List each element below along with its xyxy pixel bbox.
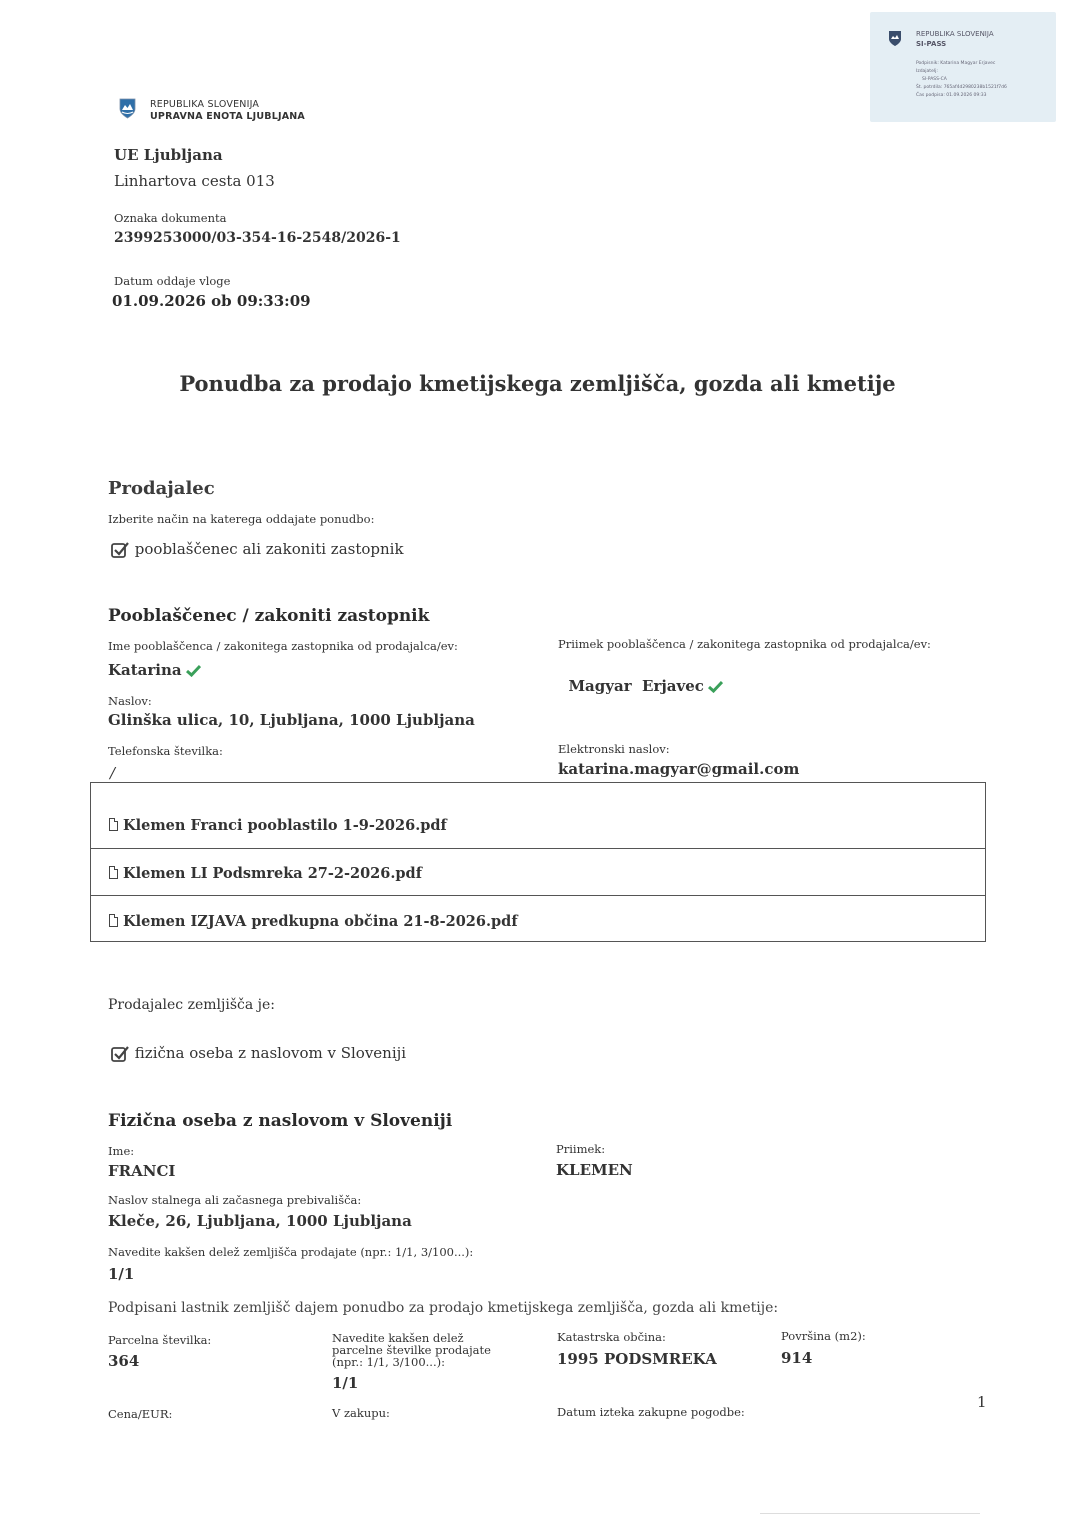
proxy-last-name: Magyar Erjavec	[568, 677, 704, 695]
proxy-email: katarina.magyar@gmail.com	[558, 760, 800, 778]
verified-check-icon	[186, 664, 201, 677]
person-share: 1/1	[108, 1265, 135, 1283]
attachment-item[interactable]	[109, 913, 518, 930]
offer-statement: Podpisani lastnik zemljišč dajem ponudbo za prodajo kmetijskega zemljišča, gozda ali kmetije:	[108, 1300, 779, 1316]
area-label: Površina (m2):	[781, 1329, 866, 1343]
proxy-address-label: Naslov:	[108, 694, 152, 708]
attachment-item[interactable]	[109, 865, 422, 882]
cadastral-label: Katastrska občina:	[557, 1330, 666, 1344]
stamp-time: Čas podpisa: 01.09.2026 09:33	[916, 93, 987, 98]
seller-method-option	[110, 540, 404, 560]
attachment-filename: Klemen IZJAVA predkupna občina 21-8-2026.pdf	[123, 913, 518, 930]
stamp-title: REPUBLIKA SLOVENIJA	[916, 30, 994, 38]
person-address-label: Naslov stalnega ali začasnega prebivališča:	[108, 1193, 362, 1207]
attachment-filename: Klemen Franci pooblastilo 1-9-2026.pdf	[123, 817, 447, 834]
slovenia-crest-icon	[119, 98, 136, 119]
person-last-name-label: Priimek:	[556, 1142, 606, 1156]
attachment-row[interactable]	[91, 895, 985, 942]
checkbox-checked-icon	[110, 540, 130, 560]
attachment-row[interactable]	[91, 783, 985, 848]
header-office: UPRAVNA ENOTA LJUBLJANA	[150, 111, 305, 122]
proxy-email-label: Elektronski naslov:	[558, 742, 670, 756]
lease-label: V zakupu:	[332, 1406, 390, 1420]
submitted-value: 01.09.2026 ob 09:33:09	[112, 292, 311, 310]
header-country: REPUBLIKA SLOVENIJA	[150, 99, 260, 110]
page-title: Ponudba za prodajo kmetijskega zemljišča, gozda ali kmetije	[179, 371, 896, 396]
doc-id-value: 2399253000/03-354-16-2548/2026-1	[114, 230, 401, 246]
stamp-cert: Št. potrdila: 765af4d2980238b1521f7d6	[916, 85, 1007, 90]
cadastral-municipality: 1995 PODSMREKA	[557, 1350, 717, 1368]
recipient-address: Linhartova cesta 013	[114, 172, 275, 190]
signature-stamp	[870, 12, 1056, 122]
proxy-first-name-label: Ime pooblaščenca / zakonitega zastopnika od prodajalca/ev:	[108, 639, 458, 653]
stamp-issuer: SI-PASS-CA	[922, 77, 947, 82]
proxy-last-name-label: Priimek pooblaščenca / zakonitega zastopnika od prodajalca/ev:	[558, 637, 931, 651]
lease-end-label: Datum izteka zakupne pogodbe:	[557, 1405, 745, 1419]
person-last-name: KLEMEN	[556, 1161, 633, 1179]
scan-artifact-line	[760, 1513, 980, 1514]
seller-type-option	[110, 1044, 406, 1064]
proxy-phone-label: Telefonska številka:	[108, 744, 223, 758]
slovenia-crest-icon	[888, 30, 902, 47]
person-heading: Fizična oseba z naslovom v Sloveniji	[108, 1111, 453, 1131]
seller-heading: Prodajalec	[108, 478, 215, 499]
seller-type-value: fizična oseba z naslovom v Sloveniji	[134, 1044, 407, 1062]
file-icon	[109, 914, 118, 927]
attachment-row[interactable]	[91, 848, 985, 895]
page-number: 1	[977, 1393, 987, 1411]
seller-method-label: Izberite način na katerega oddajate ponudbo:	[108, 512, 375, 526]
attachment-filename: Klemen LI Podsmreka 27-2-2026.pdf	[123, 865, 422, 882]
stamp-subtitle: SI-PASS	[916, 40, 947, 48]
parcel-share: 1/1	[332, 1374, 359, 1392]
attachments-table	[90, 782, 986, 942]
person-first-name: FRANCI	[108, 1162, 176, 1180]
proxy-address: Glinška ulica, 10, Ljubljana, 1000 Ljubljana	[108, 711, 475, 729]
stamp-signer: Podpisnik: Katarina Magyar Erjavec	[916, 61, 996, 66]
parcel-number: 364	[108, 1352, 140, 1370]
area-value: 914	[781, 1349, 813, 1367]
seller-type-label: Prodajalec zemljišča je:	[108, 997, 275, 1013]
person-share-label: Navedite kakšen delež zemljišča prodajate (npr.: 1/1, 3/100...):	[108, 1245, 474, 1259]
proxy-first-name-field	[108, 661, 201, 679]
stamp-issuer-label: Izdajatelj:	[916, 69, 938, 74]
attachment-item[interactable]	[109, 817, 447, 834]
proxy-phone: /	[110, 764, 116, 782]
submitted-label: Datum oddaje vloge	[114, 274, 231, 288]
proxy-first-name: Katarina	[108, 661, 182, 679]
verified-check-icon	[708, 680, 723, 693]
file-icon	[109, 818, 118, 831]
header-crest	[119, 98, 136, 119]
parcel-share-label: Navedite kakšen delež parcelne številke prodajate (npr.: 1/1, 3/100...):	[332, 1331, 491, 1369]
header-institution	[150, 99, 305, 123]
file-icon	[109, 866, 118, 879]
person-address: Kleče, 26, Ljubljana, 1000 Ljubljana	[108, 1212, 412, 1230]
recipient-name: UE Ljubljana	[114, 146, 223, 164]
proxy-last-name-field	[558, 659, 723, 695]
price-label: Cena/EUR:	[108, 1407, 173, 1421]
proxy-heading: Pooblaščenec / zakoniti zastopnik	[108, 606, 430, 626]
parcel-label: Parcelna številka:	[108, 1333, 212, 1347]
person-first-name-label: Ime:	[108, 1144, 135, 1158]
seller-method-value: pooblaščenec ali zakoniti zastopnik	[134, 540, 404, 558]
checkbox-checked-icon	[110, 1044, 130, 1064]
doc-id-label: Oznaka dokumenta	[114, 211, 227, 225]
